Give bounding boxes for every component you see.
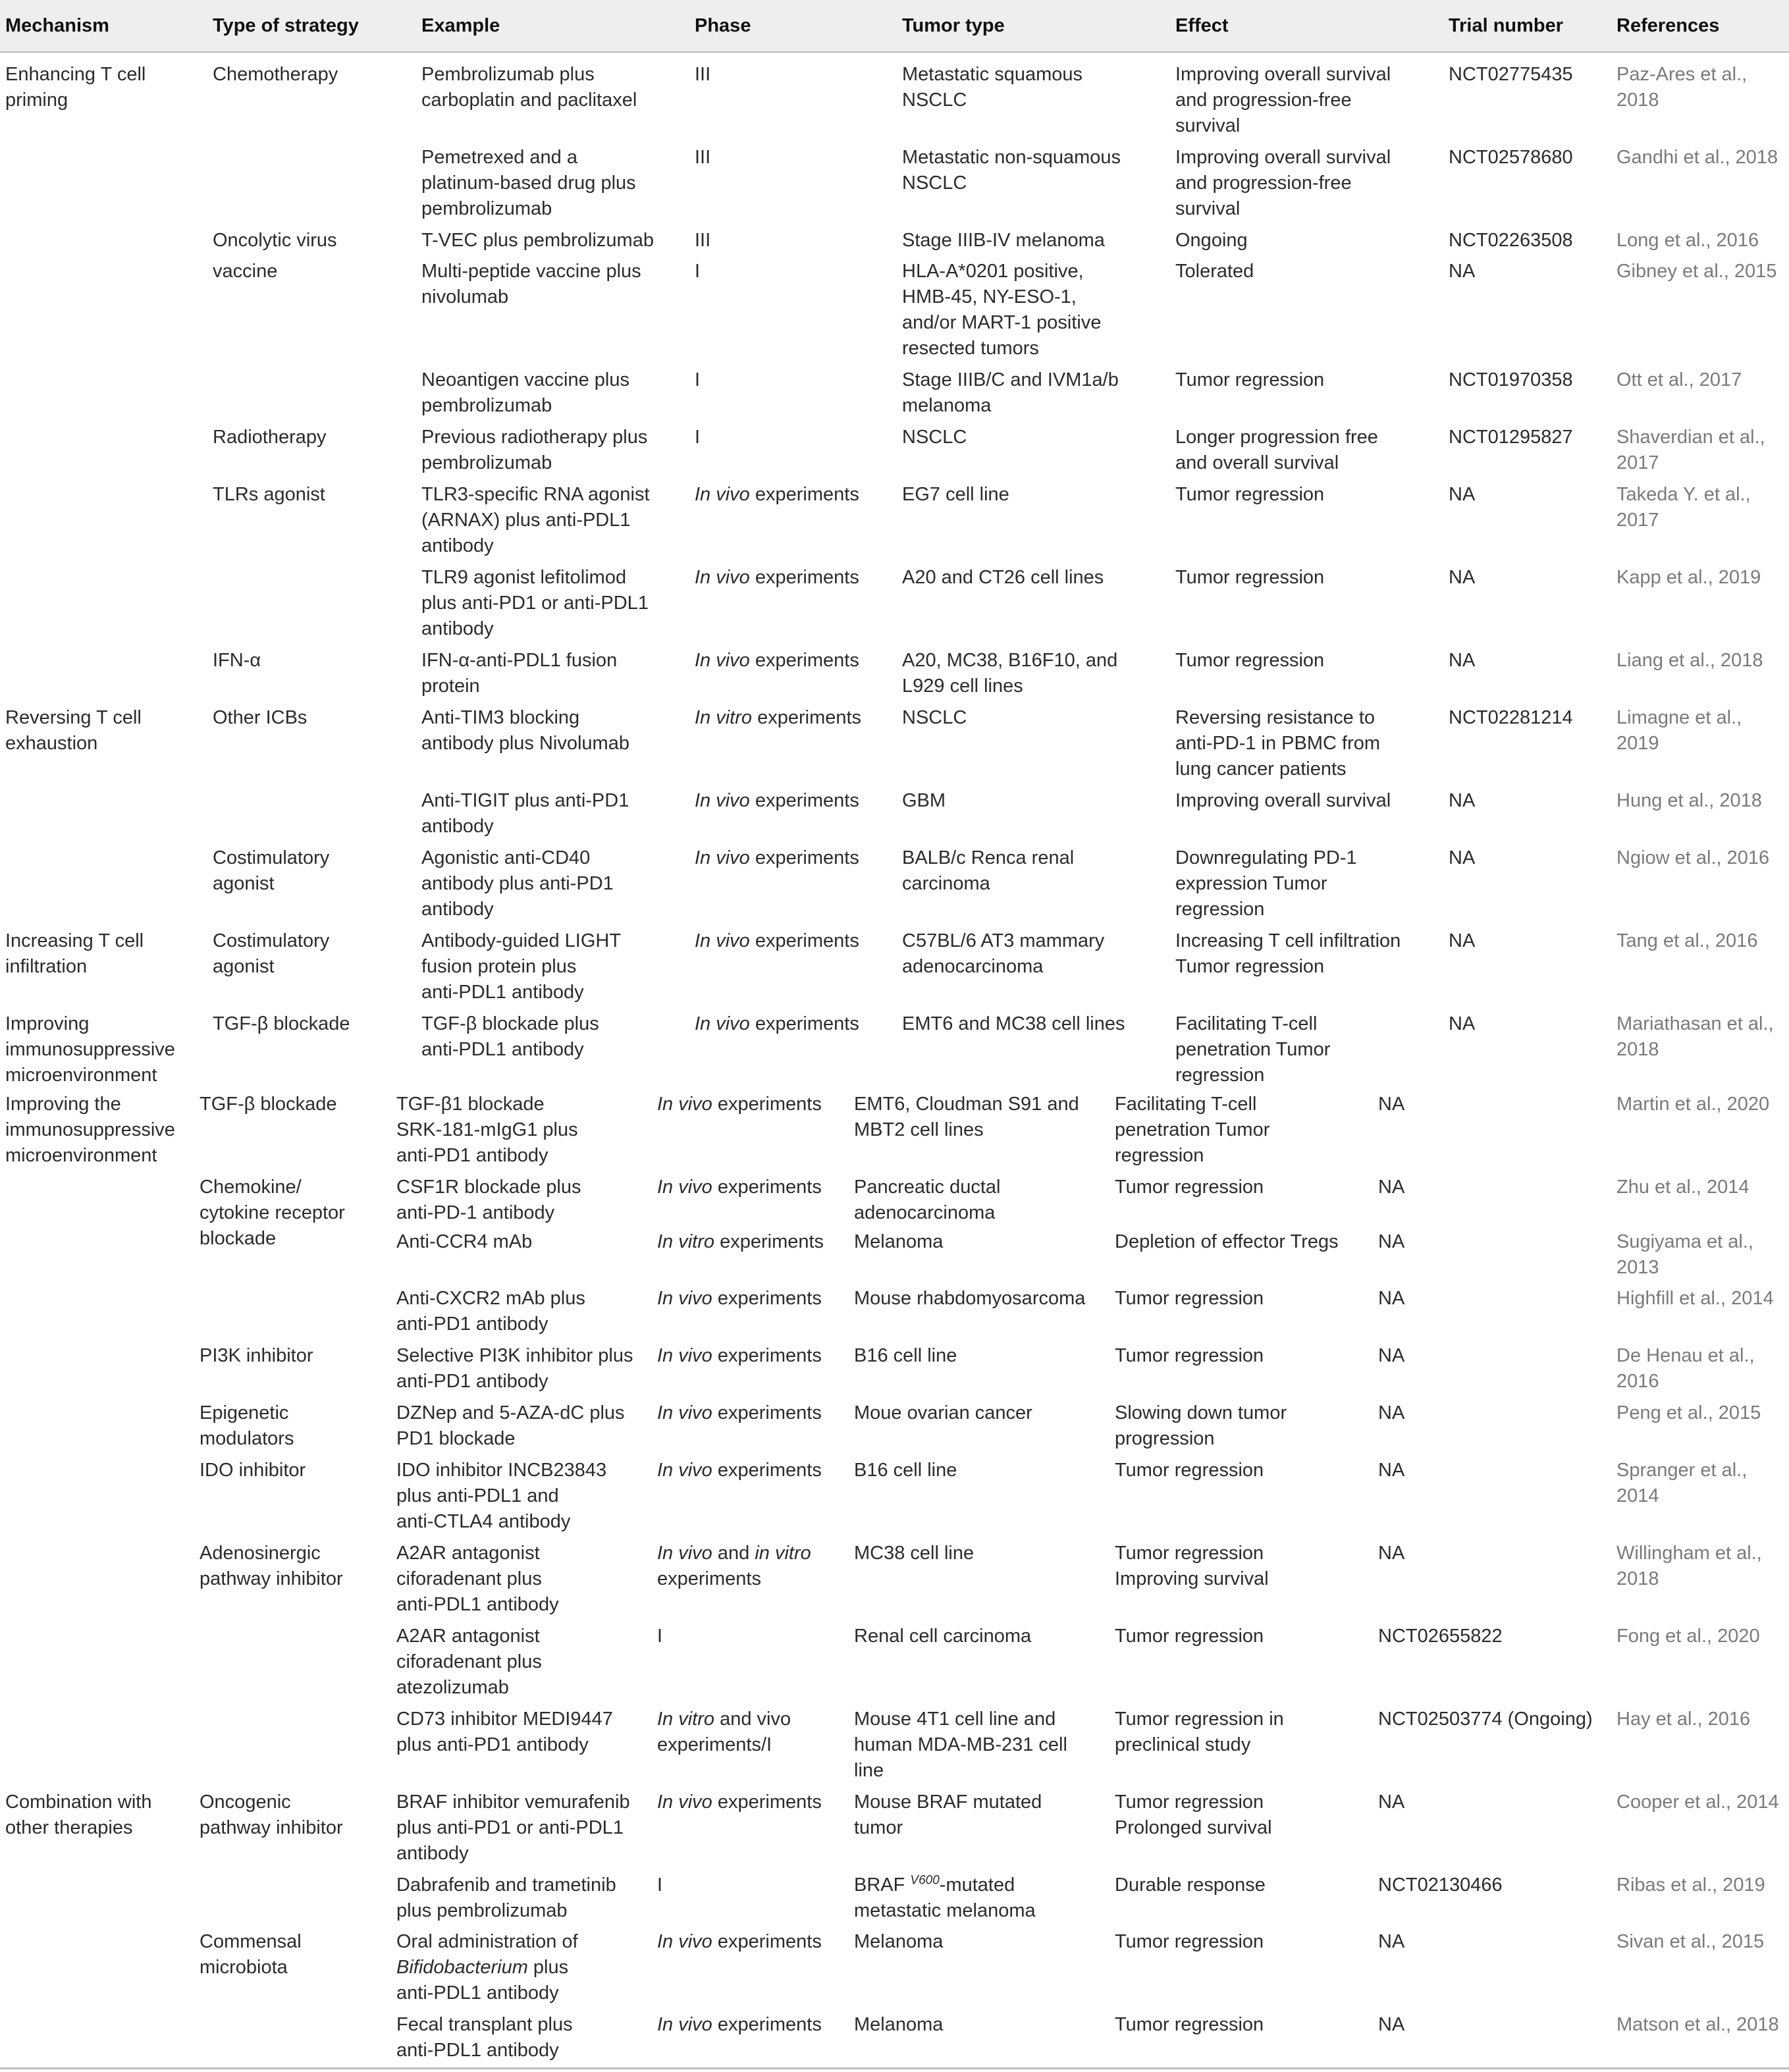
cell-tumor: EG7 cell line (902, 484, 1009, 505)
cell-strategy: Other ICBs (213, 707, 307, 728)
cell-trial: NA (1378, 1931, 1405, 1952)
cell-strategy: IDO inhibitor (200, 1460, 306, 1481)
cell-trial: NCT02263508 (1449, 230, 1573, 251)
cell-effect: Facilitating T-cell penetration Tumor regression (1175, 1013, 1331, 1086)
cell-tumor: EMT6, Cloudman S91 and MBT2 cell lines (854, 1094, 1079, 1140)
cell-phase: In vivo experiments (657, 1177, 822, 1198)
cell-example: TGF-β blockade plus anti-PDL1 antibody (421, 1013, 599, 1060)
cell-phase: In vivo experiments (657, 1402, 822, 1423)
cell-example: A2AR antagonist ciforadenant plus atezolizumab (396, 1626, 542, 1698)
cell-phase: I (695, 369, 701, 390)
cell-strategy: Oncolytic virus (213, 230, 337, 251)
cell-example: Pemetrexed and a platinum-based drug plus pembrolizumab (421, 147, 636, 219)
cell-phase: In vivo experiments (657, 1345, 822, 1366)
cell-trial: NA (1449, 484, 1476, 505)
cell-strategy: TGF-β blockade (200, 1094, 337, 1115)
cell-tumor: Stage IIIB/C and IVM1a/b melanoma (902, 369, 1119, 416)
cell-tumor: GBM (902, 790, 946, 811)
cell-example: IFN-α-anti-PDL1 fusion protein (421, 650, 618, 697)
cell-effect: Tumor regression (1175, 650, 1325, 671)
cell-ref: Ott et al., 2017 (1616, 369, 1742, 390)
cell-mechanism: Enhancing T cell priming (5, 64, 146, 111)
cell-example: Antibody-guided LIGHT fusion protein plus anti-PDL1 antibody (421, 930, 622, 1003)
cell-trial: NA (1449, 1013, 1476, 1034)
cell-tumor: Renal cell carcinoma (854, 1626, 1032, 1647)
cell-trial: NA (1449, 790, 1476, 811)
cell-ref: Gandhi et al., 2018 (1616, 147, 1778, 168)
cell-strategy: Epigenetic modulators (200, 1402, 294, 1449)
cell-tumor: NSCLC (902, 427, 967, 448)
cell-phase: In vivo experiments (695, 650, 859, 671)
cell-effect: Longer progression free and overall survival (1175, 427, 1378, 473)
cell-tumor: Melanoma (854, 1931, 944, 1952)
cell-effect: Tumor regression (1115, 1345, 1264, 1366)
cell-tumor: NSCLC (902, 707, 967, 728)
cell-strategy: IFN-α (213, 650, 261, 671)
cell-trial: NA (1378, 1231, 1405, 1252)
cell-trial: NA (1378, 1288, 1405, 1309)
cell-phase: In vivo experiments (695, 484, 859, 505)
cell-trial: NA (1378, 1460, 1405, 1481)
cell-strategy: TLRs agonist (213, 484, 325, 505)
cell-trial: NA (1449, 930, 1476, 951)
cell-phase: I (695, 261, 701, 282)
cell-example: Agonistic anti-CD40 antibody plus anti-PD1 antibody (421, 847, 614, 920)
cell-ref: Liang et al., 2018 (1616, 650, 1763, 671)
cell-trial: NA (1378, 1792, 1405, 1813)
cell-example: TGF-β1 blockade SRK-181-mIgG1 plus anti-PD1 antibody (396, 1094, 578, 1166)
cell-strategy: Chemokine/ cytokine receptor blockade (200, 1177, 345, 1249)
bottom-rule (0, 2067, 1789, 2069)
cell-effect: Tumor regression (1115, 1177, 1264, 1198)
cell-effect: Tumor regression (1175, 369, 1325, 390)
cell-phase: I (657, 1626, 663, 1647)
cell-ref: Mariathasan et al., 2018 (1616, 1013, 1774, 1060)
cell-phase: In vivo experiments (657, 1460, 822, 1481)
cell-phase: In vivo experiments (695, 847, 859, 868)
cell-effect: Slowing down tumor progression (1115, 1402, 1287, 1449)
cell-ref: Paz-Ares et al., 2018 (1616, 64, 1748, 111)
cell-tumor: C57BL/6 AT3 mammary adenocarcinoma (902, 930, 1105, 977)
cell-example: Anti-TIM3 blocking antibody plus Nivolumab (421, 707, 629, 754)
cell-trial: NA (1378, 1543, 1405, 1564)
cell-effect: Tolerated (1175, 261, 1254, 282)
cell-ref: Shaverdian et al., 2017 (1616, 427, 1765, 473)
cell-effect: Increasing T cell infiltration Tumor regression (1175, 930, 1401, 977)
cell-ref: Hung et al., 2018 (1616, 790, 1762, 811)
cell-strategy: TGF-β blockade (213, 1013, 350, 1034)
cell-strategy: Costimulatory agonist (213, 930, 330, 977)
cell-ref: Cooper et al., 2014 (1616, 1792, 1779, 1813)
cell-tumor: EMT6 and MC38 cell lines (902, 1013, 1125, 1034)
cell-ref: Ngiow et al., 2016 (1616, 847, 1770, 868)
cell-phase: In vivo experiments (695, 930, 859, 951)
header-references: References (1616, 15, 1720, 36)
header-trial-number: Trial number (1449, 15, 1564, 36)
cell-ref: Highfill et al., 2014 (1616, 1288, 1774, 1309)
cell-tumor: Stage IIIB-IV melanoma (902, 230, 1105, 251)
cell-tumor: B16 cell line (854, 1345, 957, 1366)
cell-phase: In vivo experiments (657, 1094, 822, 1115)
cell-example: Neoantigen vaccine plus pembrolizumab (421, 369, 629, 416)
header-tumor-type: Tumor type (902, 15, 1005, 36)
cell-phase: In vivo experiments (695, 790, 859, 811)
cell-ref: Matson et al., 2018 (1616, 2014, 1779, 2035)
cell-effect: Downregulating PD-1 expression Tumor regression (1175, 847, 1357, 920)
cell-phase: In vivo experiments (657, 2014, 822, 2035)
cell-effect: Tumor regression (1175, 567, 1325, 588)
cell-ref: Fong et al., 2020 (1616, 1626, 1760, 1647)
cell-example: Oral administration of Bifidobacterium plus anti-PDL1 antibody (396, 1931, 578, 2004)
cell-effect: Ongoing (1175, 230, 1248, 251)
cell-mechanism: Improving immunosuppressive microenvironment (5, 1013, 175, 1086)
cell-effect: Tumor regression (1115, 2014, 1264, 2035)
cell-effect: Tumor regression (1175, 484, 1325, 505)
cell-trial: NA (1378, 1177, 1405, 1198)
cell-example: Anti-CXCR2 mAb plus anti-PD1 antibody (396, 1288, 585, 1335)
cell-phase: In vitro experiments (695, 707, 862, 728)
cell-tumor: Moue ovarian cancer (854, 1402, 1032, 1423)
cell-phase: In vivo experiments (657, 1792, 822, 1813)
cell-ref: Martin et al., 2020 (1616, 1094, 1770, 1115)
cell-tumor: BRAF $^{V600}$-mutated metastatic melanoma (854, 1873, 1036, 1921)
cell-ref: Long et al., 2016 (1616, 230, 1759, 251)
cell-ref: Spranger et al., 2014 (1616, 1460, 1748, 1506)
cell-phase: In vivo experiments (695, 567, 859, 588)
cell-ref: De Henau et al., 2016 (1616, 1345, 1755, 1392)
cell-trial: NCT02775435 (1449, 64, 1573, 85)
cell-phase: In vivo experiments (657, 1288, 822, 1309)
cell-ref: Ribas et al., 2019 (1616, 1874, 1765, 1896)
cell-example: Selective PI3K inhibitor plus anti-PD1 antibody (396, 1345, 633, 1392)
cell-ref: Sugiyama et al., 2013 (1616, 1231, 1753, 1278)
cell-effect: Tumor regression Prolonged survival (1115, 1792, 1272, 1838)
cell-example: Dabrafenib and trametinib plus pembrolizumab (396, 1874, 616, 1921)
cell-example: IDO inhibitor INCB23843 plus anti-PDL1 and anti-CTLA4 antibody (396, 1460, 607, 1532)
cell-effect: Tumor regression (1115, 1288, 1264, 1309)
cell-ref: Zhu et al., 2014 (1616, 1177, 1749, 1198)
cell-effect: Durable response (1115, 1874, 1266, 1896)
cell-phase: In vivo experiments (695, 1013, 859, 1034)
cell-tumor: Metastatic non-squamous NSCLC (902, 147, 1121, 194)
cell-example: TLR3-specific RNA agonist (ARNAX) plus anti-PDL1 antibody (421, 484, 650, 556)
cell-trial: NCT01295827 (1449, 427, 1573, 448)
cell-trial: NA (1449, 650, 1476, 671)
cell-phase: In vitro experiments (657, 1231, 824, 1252)
cell-tumor: HLA-A*0201 positive, HMB-45, NY-ESO-1, and/or MART-1 positive resected tumors (902, 261, 1102, 359)
cell-trial: NCT02281214 (1449, 707, 1573, 728)
cell-phase: In vivo experiments (657, 1931, 822, 1952)
cell-tumor: Mouse BRAF mutated tumor (854, 1792, 1042, 1838)
header-example: Example (421, 15, 500, 36)
cell-example: T-VEC plus pembrolizumab (421, 230, 654, 251)
cell-trial: NCT02655822 (1378, 1626, 1503, 1647)
cell-effect: Improving overall survival and progression-free survival (1175, 147, 1391, 219)
header-rule (0, 51, 1789, 53)
cell-effect: Tumor regression (1115, 1931, 1264, 1952)
cell-ref: Hay et al., 2016 (1616, 1709, 1751, 1730)
header-type-of-strategy: Type of strategy (213, 15, 359, 36)
cell-phase: III (695, 230, 711, 251)
cell-phase: III (695, 64, 711, 85)
cell-tumor: A20 and CT26 cell lines (902, 567, 1104, 588)
cell-phase: In vivo and in vitro experiments (657, 1543, 811, 1589)
cell-mechanism: Combination with other therapies (5, 1792, 152, 1838)
cell-ref: Kapp et al., 2019 (1616, 567, 1761, 588)
cell-trial: NA (1378, 1094, 1405, 1115)
cell-trial: NCT02578680 (1449, 147, 1573, 168)
cell-tumor: Pancreatic ductal adenocarcinoma (854, 1177, 1001, 1223)
cell-tumor: A20, MC38, B16F10, and L929 cell lines (902, 650, 1118, 697)
cell-tumor: Melanoma (854, 1231, 944, 1252)
cell-example: DZNep and 5-AZA-dC plus PD1 blockade (396, 1402, 625, 1449)
cell-example: CSF1R blockade plus anti-PD-1 antibody (396, 1177, 581, 1223)
cell-example: Previous radiotherapy plus pembrolizumab (421, 427, 648, 473)
cell-example: CD73 inhibitor MEDI9447 plus anti-PD1 antibody (396, 1709, 613, 1755)
cell-mechanism: Increasing T cell infiltration (5, 930, 144, 977)
cell-effect: Tumor regression in preclinical study (1115, 1709, 1284, 1755)
cell-ref: Willingham et al., 2018 (1616, 1543, 1762, 1589)
header-mechanism: Mechanism (5, 15, 109, 36)
cell-effect: Depletion of effector Tregs (1115, 1231, 1339, 1252)
cell-strategy: Commensal microbiota (200, 1931, 302, 1978)
cell-strategy: Chemotherapy (213, 64, 338, 85)
cell-trial: NA (1378, 1402, 1405, 1423)
cell-trial: NCT02130466 (1378, 1874, 1503, 1896)
cell-tumor: BALB/c Renca renal carcinoma (902, 847, 1075, 894)
cell-ref: Sivan et al., 2015 (1616, 1931, 1765, 1952)
cell-tumor: Mouse rhabdomyosarcoma (854, 1288, 1086, 1309)
cell-effect: Improving overall survival and progression-free survival (1175, 64, 1391, 136)
cell-example: Multi-peptide vaccine plus nivolumab (421, 261, 641, 307)
cell-effect: Tumor regression Improving survival (1115, 1543, 1269, 1589)
cell-ref: Gibney et al., 2015 (1616, 261, 1777, 282)
cell-strategy: Oncogenic pathway inhibitor (200, 1792, 343, 1838)
cell-mechanism: Improving the immunosuppressive microenvironment (5, 1094, 175, 1166)
cell-example: Pembrolizumab plus carboplatin and paclitaxel (421, 64, 637, 111)
cell-phase: III (695, 147, 711, 168)
cell-example: A2AR antagonist ciforadenant plus anti-PDL1 antibody (396, 1543, 559, 1615)
cell-effect: Tumor regression (1115, 1626, 1264, 1647)
cell-example: Anti-TIGIT plus anti-PD1 antibody (421, 790, 629, 837)
cell-example: Fecal transplant plus anti-PDL1 antibody (396, 2014, 573, 2061)
cell-mechanism: Reversing T cell exhaustion (5, 707, 142, 754)
cell-effect: Tumor regression (1115, 1460, 1264, 1481)
cell-trial: NCT01970358 (1449, 369, 1573, 390)
cell-trial: NA (1378, 2014, 1405, 2035)
cell-strategy: Adenosinergic pathway inhibitor (200, 1543, 343, 1589)
cell-phase: In vitro and vivo experiments/I (657, 1709, 791, 1755)
cell-phase: I (657, 1874, 663, 1896)
cell-strategy: Costimulatory agonist (213, 847, 330, 894)
cell-tumor: MC38 cell line (854, 1543, 975, 1564)
cell-ref: Tang et al., 2016 (1616, 930, 1758, 951)
cell-trial: NA (1378, 1345, 1405, 1366)
cell-trial: NA (1449, 567, 1476, 588)
cell-trial: NA (1449, 261, 1476, 282)
cell-effect: Facilitating T-cell penetration Tumor regression (1115, 1094, 1270, 1166)
cell-effect: Improving overall survival (1175, 790, 1391, 811)
cell-example: TLR9 agonist lefitolimod plus anti-PD1 or anti-PDL1 antibody (421, 567, 649, 639)
cell-ref: Takeda Y. et al., 2017 (1616, 484, 1751, 531)
cell-effect: Reversing resistance to anti-PD-1 in PBMC from lung cancer patients (1175, 707, 1381, 780)
cell-trial: NCT02503774 (Ongoing) (1378, 1709, 1593, 1730)
cell-tumor: Metastatic squamous NSCLC (902, 64, 1083, 111)
cell-ref: Limagne et al., 2019 (1616, 707, 1742, 754)
header-effect: Effect (1175, 15, 1229, 36)
cell-strategy: Radiotherapy (213, 427, 327, 448)
cell-ref: Peng et al., 2015 (1616, 1402, 1761, 1423)
cell-strategy: PI3K inhibitor (200, 1345, 313, 1366)
cell-trial: NA (1449, 847, 1476, 868)
cell-phase: I (695, 427, 701, 448)
header-phase: Phase (695, 15, 751, 36)
cell-tumor: Melanoma (854, 2014, 944, 2035)
cell-example: BRAF inhibitor vemurafenib plus anti-PD1 or anti-PDL1 antibody (396, 1792, 630, 1864)
cell-tumor: Mouse 4T1 cell line and human MDA-MB-231 cell line (854, 1709, 1067, 1781)
cell-strategy: vaccine (213, 261, 278, 282)
cell-tumor: B16 cell line (854, 1460, 957, 1481)
cell-example: Anti-CCR4 mAb (396, 1231, 533, 1252)
